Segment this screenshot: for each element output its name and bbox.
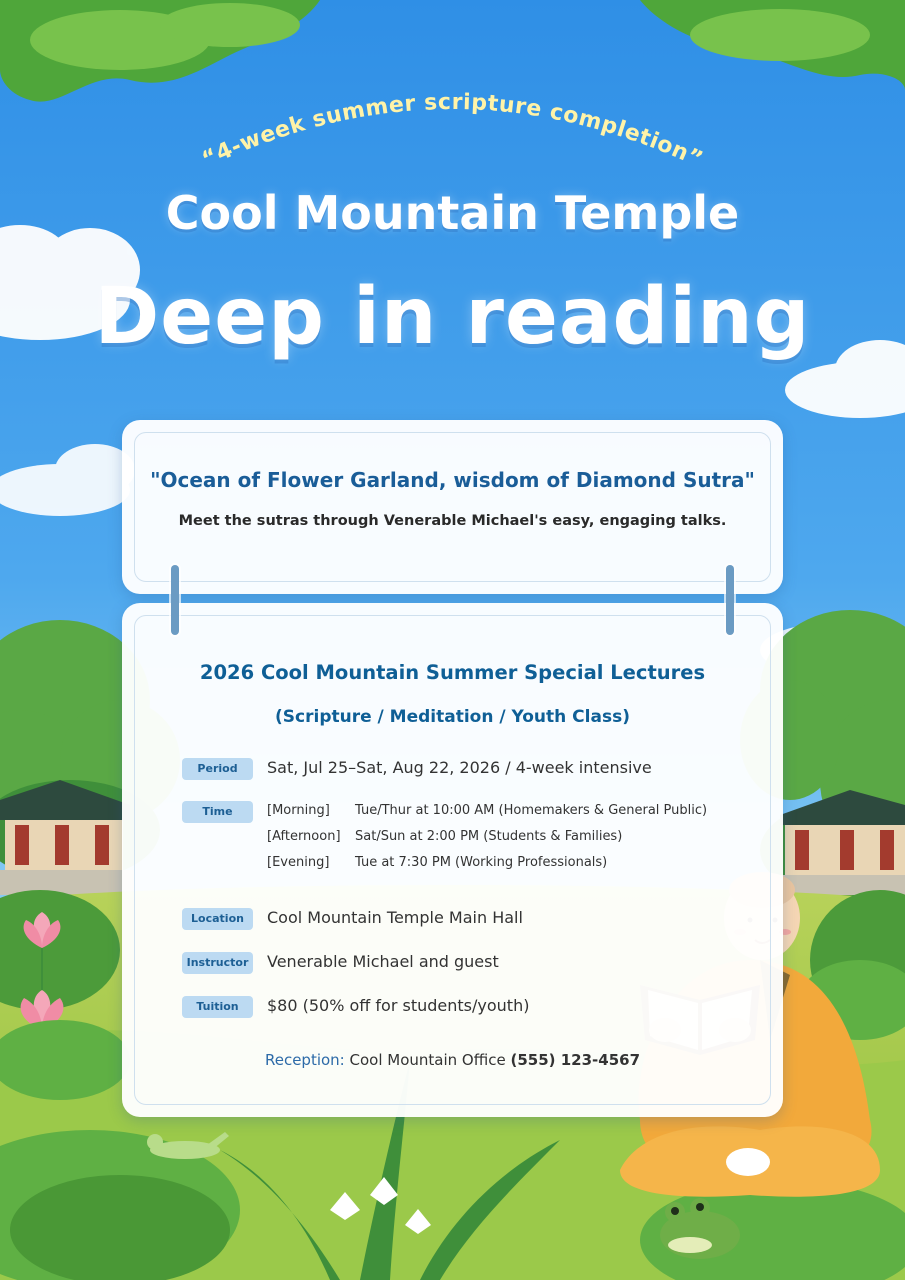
reception-phone: (555) 123-4567 (510, 1051, 641, 1069)
time-slot-row (267, 824, 707, 850)
temple-name-heading: Cool Mountain Temple (165, 186, 740, 240)
time-slot-label: [Evening] (267, 855, 330, 870)
lectures-card (122, 603, 783, 1117)
lectures-subtitle: (Scripture / Meditation / Youth Class) (275, 707, 630, 727)
location-value: Cool Mountain Temple Main Hall (267, 908, 523, 927)
headline-heading: Deep in reading (94, 272, 811, 362)
time-slot-detail: Sat/Sun at 2:00 PM (Students & Families) (355, 829, 623, 844)
intro-subtitle: Meet the sutras through Venerable Michael's easy, engaging talks. (178, 513, 727, 529)
time-schedule (267, 798, 707, 876)
lectures-title: 2026 Cool Mountain Summer Special Lectures (199, 661, 706, 684)
time-slot-label: [Afternoon] (267, 829, 341, 844)
reception-line (122, 1051, 783, 1069)
tagline-arc (0, 0, 905, 190)
intro-card-border (134, 432, 771, 582)
card-ring-left (171, 565, 179, 635)
reception-office: Cool Mountain Office (349, 1051, 506, 1069)
period-value: Sat, Jul 25–Sat, Aug 22, 2026 / 4-week intensive (267, 758, 652, 777)
intro-card (122, 420, 783, 594)
tagline-text: “4-week summer scripture completion” (198, 89, 707, 173)
location-badge: Location (182, 908, 253, 930)
time-slot-row (267, 798, 707, 824)
time-slot-detail: Tue/Thur at 10:00 AM (Homemakers & General Public) (355, 803, 708, 818)
time-slot-row (267, 850, 707, 876)
reception-label: Reception: (264, 1051, 345, 1069)
tuition-badge: Tuition (182, 996, 253, 1018)
time-slot-label: [Morning] (267, 803, 330, 818)
instructor-badge: Instructor (182, 952, 253, 974)
time-slot-detail: Tue at 7:30 PM (Working Professionals) (355, 855, 608, 870)
card-ring-right (726, 565, 734, 635)
instructor-value: Venerable Michael and guest (267, 952, 499, 971)
intro-quote: "Ocean of Flower Garland, wisdom of Diamond Sutra" (150, 468, 755, 492)
time-badge: Time (182, 801, 253, 823)
svg-text:“4-week summer scripture compl (198, 90, 706, 173)
tuition-value: $80 (50% off for students/youth) (267, 996, 530, 1015)
period-badge: Period (182, 758, 253, 780)
